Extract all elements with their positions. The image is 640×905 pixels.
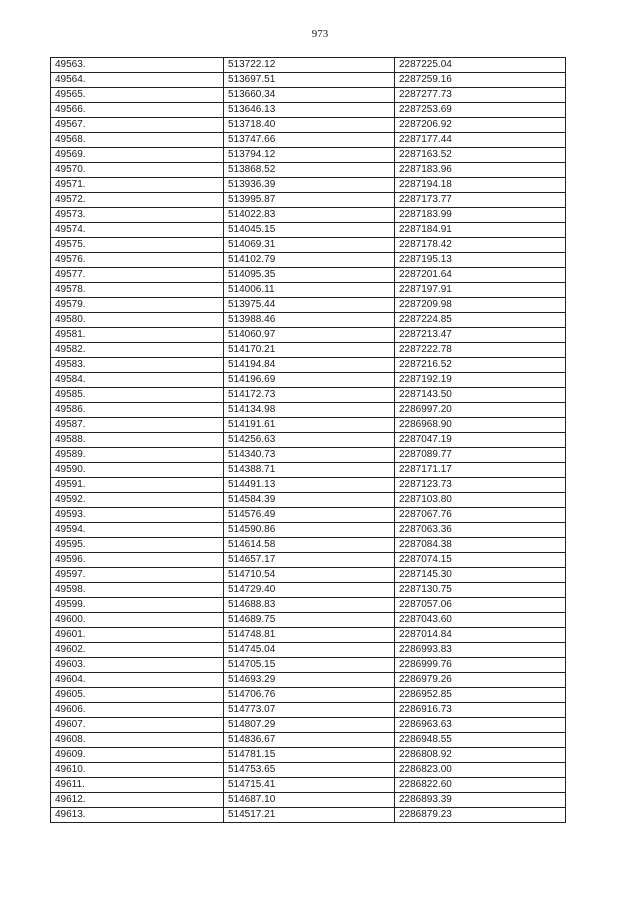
table-row [51, 613, 566, 628]
point-id-cell: 49611. [51, 778, 224, 793]
coordinates-table-body [51, 58, 566, 823]
y-coordinate-cell: 2287084.38 [395, 538, 566, 553]
point-id-cell: 49585. [51, 388, 224, 403]
table-row [51, 373, 566, 388]
y-coordinate-cell: 2286916.73 [395, 703, 566, 718]
y-coordinate-cell: 2287057.06 [395, 598, 566, 613]
table-row [51, 733, 566, 748]
x-coordinate-cell: 514729.40 [224, 583, 395, 598]
table-row [51, 148, 566, 163]
y-coordinate-cell: 2287177.44 [395, 133, 566, 148]
table-row [51, 688, 566, 703]
point-id-cell: 49594. [51, 523, 224, 538]
y-coordinate-cell: 2287183.96 [395, 163, 566, 178]
point-id-cell: 49590. [51, 463, 224, 478]
y-coordinate-cell: 2287163.52 [395, 148, 566, 163]
point-id-cell: 49600. [51, 613, 224, 628]
x-coordinate-cell: 513747.66 [224, 133, 395, 148]
x-coordinate-cell: 514781.15 [224, 748, 395, 763]
y-coordinate-cell: 2287103.80 [395, 493, 566, 508]
table-row [51, 448, 566, 463]
table-row [51, 463, 566, 478]
table-row [51, 253, 566, 268]
page-number: 973 [311, 28, 329, 40]
point-id-cell: 49596. [51, 553, 224, 568]
point-id-cell: 49607. [51, 718, 224, 733]
y-coordinate-cell: 2287173.77 [395, 193, 566, 208]
point-id-cell: 49570. [51, 163, 224, 178]
table-row [51, 58, 566, 73]
table-row [51, 508, 566, 523]
point-id-cell: 49608. [51, 733, 224, 748]
y-coordinate-cell: 2287130.75 [395, 583, 566, 598]
point-id-cell: 49571. [51, 178, 224, 193]
x-coordinate-cell: 514657.17 [224, 553, 395, 568]
point-id-cell: 49588. [51, 433, 224, 448]
table-row [51, 208, 566, 223]
table-row [51, 523, 566, 538]
y-coordinate-cell: 2286823.00 [395, 763, 566, 778]
table-row [51, 628, 566, 643]
point-id-cell: 49564. [51, 73, 224, 88]
point-id-cell: 49581. [51, 328, 224, 343]
x-coordinate-cell: 513697.51 [224, 73, 395, 88]
point-id-cell: 49574. [51, 223, 224, 238]
point-id-cell: 49573. [51, 208, 224, 223]
x-coordinate-cell: 513868.52 [224, 163, 395, 178]
x-coordinate-cell: 514388.71 [224, 463, 395, 478]
x-coordinate-cell: 514045.15 [224, 223, 395, 238]
table-row [51, 583, 566, 598]
y-coordinate-cell: 2287047.19 [395, 433, 566, 448]
x-coordinate-cell: 514060.97 [224, 328, 395, 343]
y-coordinate-cell: 2287201.64 [395, 268, 566, 283]
x-coordinate-cell: 514006.11 [224, 283, 395, 298]
y-coordinate-cell: 2287222.78 [395, 343, 566, 358]
x-coordinate-cell: 514693.29 [224, 673, 395, 688]
x-coordinate-cell: 514491.13 [224, 478, 395, 493]
x-coordinate-cell: 514095.35 [224, 268, 395, 283]
x-coordinate-cell: 513995.87 [224, 193, 395, 208]
table-row [51, 703, 566, 718]
point-id-cell: 49568. [51, 133, 224, 148]
x-coordinate-cell: 514191.61 [224, 418, 395, 433]
y-coordinate-cell: 2286893.39 [395, 793, 566, 808]
table-row [51, 238, 566, 253]
x-coordinate-cell: 514753.65 [224, 763, 395, 778]
point-id-cell: 49577. [51, 268, 224, 283]
table-row [51, 643, 566, 658]
table-row [51, 118, 566, 133]
table-row [51, 283, 566, 298]
x-coordinate-cell: 514022.83 [224, 208, 395, 223]
x-coordinate-cell: 514170.21 [224, 343, 395, 358]
x-coordinate-cell: 514687.10 [224, 793, 395, 808]
table-row [51, 403, 566, 418]
table-row [51, 418, 566, 433]
y-coordinate-cell: 2286999.76 [395, 658, 566, 673]
point-id-cell: 49582. [51, 343, 224, 358]
y-coordinate-cell: 2286879.23 [395, 808, 566, 823]
table-row [51, 103, 566, 118]
y-coordinate-cell: 2287192.19 [395, 373, 566, 388]
x-coordinate-cell: 514773.07 [224, 703, 395, 718]
y-coordinate-cell: 2286808.92 [395, 748, 566, 763]
point-id-cell: 49579. [51, 298, 224, 313]
x-coordinate-cell: 514715.41 [224, 778, 395, 793]
point-id-cell: 49601. [51, 628, 224, 643]
point-id-cell: 49598. [51, 583, 224, 598]
y-coordinate-cell: 2287123.73 [395, 478, 566, 493]
x-coordinate-cell: 514196.69 [224, 373, 395, 388]
x-coordinate-cell: 514745.04 [224, 643, 395, 658]
point-id-cell: 49612. [51, 793, 224, 808]
y-coordinate-cell: 2287143.50 [395, 388, 566, 403]
point-id-cell: 49583. [51, 358, 224, 373]
y-coordinate-cell: 2287063.36 [395, 523, 566, 538]
y-coordinate-cell: 2287067.76 [395, 508, 566, 523]
x-coordinate-cell: 514748.81 [224, 628, 395, 643]
point-id-cell: 49597. [51, 568, 224, 583]
x-coordinate-cell: 514689.75 [224, 613, 395, 628]
y-coordinate-cell: 2286993.83 [395, 643, 566, 658]
x-coordinate-cell: 514256.63 [224, 433, 395, 448]
x-coordinate-cell: 514517.21 [224, 808, 395, 823]
point-id-cell: 49575. [51, 238, 224, 253]
x-coordinate-cell: 514340.73 [224, 448, 395, 463]
table-row [51, 538, 566, 553]
point-id-cell: 49604. [51, 673, 224, 688]
table-row [51, 178, 566, 193]
y-coordinate-cell: 2287195.13 [395, 253, 566, 268]
table-row [51, 193, 566, 208]
point-id-cell: 49589. [51, 448, 224, 463]
table-row [51, 88, 566, 103]
point-id-cell: 49587. [51, 418, 224, 433]
y-coordinate-cell: 2287259.16 [395, 73, 566, 88]
point-id-cell: 49569. [51, 148, 224, 163]
x-coordinate-cell: 513936.39 [224, 178, 395, 193]
x-coordinate-cell: 514590.86 [224, 523, 395, 538]
point-id-cell: 49595. [51, 538, 224, 553]
y-coordinate-cell: 2287213.47 [395, 328, 566, 343]
x-coordinate-cell: 513646.13 [224, 103, 395, 118]
point-id-cell: 49576. [51, 253, 224, 268]
y-coordinate-cell: 2287209.98 [395, 298, 566, 313]
point-id-cell: 49613. [51, 808, 224, 823]
point-id-cell: 49566. [51, 103, 224, 118]
point-id-cell: 49563. [51, 58, 224, 73]
table-row [51, 298, 566, 313]
y-coordinate-cell: 2287253.69 [395, 103, 566, 118]
table-row [51, 793, 566, 808]
x-coordinate-cell: 514688.83 [224, 598, 395, 613]
y-coordinate-cell: 2287043.60 [395, 613, 566, 628]
y-coordinate-cell: 2287197.91 [395, 283, 566, 298]
point-id-cell: 49586. [51, 403, 224, 418]
x-coordinate-cell: 514102.79 [224, 253, 395, 268]
x-coordinate-cell: 513988.46 [224, 313, 395, 328]
y-coordinate-cell: 2287225.04 [395, 58, 566, 73]
table-row [51, 328, 566, 343]
point-id-cell: 49565. [51, 88, 224, 103]
x-coordinate-cell: 513975.44 [224, 298, 395, 313]
x-coordinate-cell: 514705.15 [224, 658, 395, 673]
point-id-cell: 49591. [51, 478, 224, 493]
point-id-cell: 49606. [51, 703, 224, 718]
x-coordinate-cell: 514706.76 [224, 688, 395, 703]
y-coordinate-cell: 2287206.92 [395, 118, 566, 133]
table-row [51, 778, 566, 793]
y-coordinate-cell: 2286997.20 [395, 403, 566, 418]
x-coordinate-cell: 513718.40 [224, 118, 395, 133]
point-id-cell: 49609. [51, 748, 224, 763]
y-coordinate-cell: 2286948.55 [395, 733, 566, 748]
y-coordinate-cell: 2287074.15 [395, 553, 566, 568]
point-id-cell: 49578. [51, 283, 224, 298]
y-coordinate-cell: 2287194.18 [395, 178, 566, 193]
x-coordinate-cell: 513660.34 [224, 88, 395, 103]
table-row [51, 73, 566, 88]
point-id-cell: 49580. [51, 313, 224, 328]
point-id-cell: 49584. [51, 373, 224, 388]
x-coordinate-cell: 514069.31 [224, 238, 395, 253]
table-row [51, 223, 566, 238]
point-id-cell: 49567. [51, 118, 224, 133]
y-coordinate-cell: 2287184.91 [395, 223, 566, 238]
point-id-cell: 49605. [51, 688, 224, 703]
point-id-cell: 49603. [51, 658, 224, 673]
point-id-cell: 49610. [51, 763, 224, 778]
table-row [51, 133, 566, 148]
y-coordinate-cell: 2286952.85 [395, 688, 566, 703]
table-row [51, 163, 566, 178]
table-row [51, 598, 566, 613]
x-coordinate-cell: 514836.67 [224, 733, 395, 748]
table-row [51, 673, 566, 688]
x-coordinate-cell: 514584.39 [224, 493, 395, 508]
y-coordinate-cell: 2287277.73 [395, 88, 566, 103]
x-coordinate-cell: 514194.84 [224, 358, 395, 373]
y-coordinate-cell: 2287178.42 [395, 238, 566, 253]
table-row [51, 763, 566, 778]
x-coordinate-cell: 514807.29 [224, 718, 395, 733]
x-coordinate-cell: 514710.54 [224, 568, 395, 583]
y-coordinate-cell: 2286822.60 [395, 778, 566, 793]
x-coordinate-cell: 514134.98 [224, 403, 395, 418]
table-row [51, 268, 566, 283]
table-row [51, 718, 566, 733]
table-row [51, 313, 566, 328]
point-id-cell: 49572. [51, 193, 224, 208]
x-coordinate-cell: 513722.12 [224, 58, 395, 73]
point-id-cell: 49592. [51, 493, 224, 508]
table-row [51, 568, 566, 583]
y-coordinate-cell: 2286979.26 [395, 673, 566, 688]
table-row [51, 478, 566, 493]
y-coordinate-cell: 2287089.77 [395, 448, 566, 463]
y-coordinate-cell: 2287216.52 [395, 358, 566, 373]
y-coordinate-cell: 2287014.84 [395, 628, 566, 643]
coordinates-table [50, 57, 566, 823]
y-coordinate-cell: 2287145.30 [395, 568, 566, 583]
point-id-cell: 49593. [51, 508, 224, 523]
x-coordinate-cell: 514172.73 [224, 388, 395, 403]
table-row [51, 748, 566, 763]
y-coordinate-cell: 2287183.99 [395, 208, 566, 223]
table-row [51, 388, 566, 403]
table-row [51, 358, 566, 373]
point-id-cell: 49602. [51, 643, 224, 658]
table-row [51, 433, 566, 448]
table-row [51, 493, 566, 508]
y-coordinate-cell: 2287224.85 [395, 313, 566, 328]
x-coordinate-cell: 513794.12 [224, 148, 395, 163]
y-coordinate-cell: 2286963.63 [395, 718, 566, 733]
x-coordinate-cell: 514576.49 [224, 508, 395, 523]
table-row [51, 553, 566, 568]
table-row [51, 343, 566, 358]
y-coordinate-cell: 2286968.90 [395, 418, 566, 433]
x-coordinate-cell: 514614.58 [224, 538, 395, 553]
y-coordinate-cell: 2287171.17 [395, 463, 566, 478]
point-id-cell: 49599. [51, 598, 224, 613]
table-row [51, 808, 566, 823]
table-row [51, 658, 566, 673]
